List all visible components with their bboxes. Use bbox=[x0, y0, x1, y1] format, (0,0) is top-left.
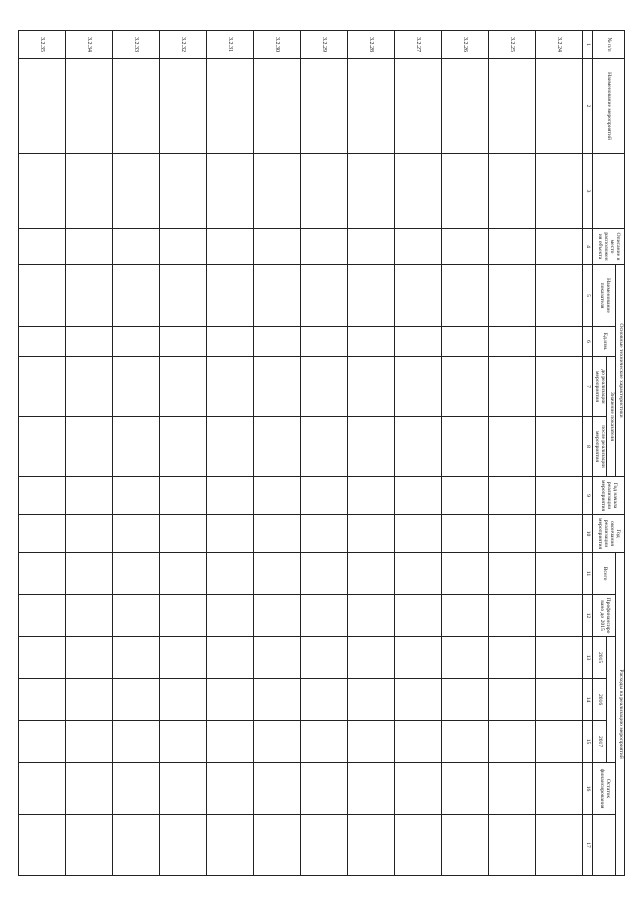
row-incl bbox=[18, 815, 65, 876]
row-total bbox=[488, 553, 535, 595]
row-end-year bbox=[159, 515, 206, 553]
row-incl bbox=[65, 815, 112, 876]
table-row bbox=[159, 31, 206, 876]
row-goal bbox=[159, 154, 206, 229]
row-number: 3.2.24 bbox=[535, 31, 582, 59]
row-goal bbox=[488, 154, 535, 229]
header-unit: Ед.изм. bbox=[592, 327, 616, 357]
row-tech-name bbox=[159, 265, 206, 327]
column-number: 3 bbox=[582, 154, 592, 229]
row-end-year bbox=[65, 515, 112, 553]
row-end-year bbox=[18, 515, 65, 553]
row-after-value bbox=[159, 417, 206, 477]
row-2017 bbox=[18, 721, 65, 763]
row-object bbox=[441, 229, 488, 265]
row-2016 bbox=[159, 679, 206, 721]
header-remaining: Остаток финансирования bbox=[592, 763, 616, 815]
row-object bbox=[300, 229, 347, 265]
row-tech-name bbox=[112, 265, 159, 327]
row-start-year bbox=[18, 477, 65, 515]
row-number: 3.2.30 bbox=[253, 31, 300, 59]
row-object bbox=[65, 229, 112, 265]
row-remaining bbox=[347, 763, 394, 815]
row-after-value bbox=[441, 417, 488, 477]
column-number: 7 bbox=[582, 357, 592, 417]
row-remaining bbox=[300, 763, 347, 815]
row-2015 bbox=[441, 637, 488, 679]
row-after-value bbox=[65, 417, 112, 477]
row-goal bbox=[253, 154, 300, 229]
row-2016 bbox=[18, 679, 65, 721]
row-number: 3.2.31 bbox=[206, 31, 253, 59]
table-row bbox=[112, 31, 159, 876]
row-tech-name bbox=[300, 265, 347, 327]
row-tech-name bbox=[206, 265, 253, 327]
row-incl bbox=[300, 815, 347, 876]
row-after-value bbox=[300, 417, 347, 477]
row-total bbox=[347, 553, 394, 595]
row-2016 bbox=[253, 679, 300, 721]
row-financed bbox=[65, 595, 112, 637]
column-number-row bbox=[582, 31, 592, 876]
row-before-value bbox=[394, 357, 441, 417]
row-start-year bbox=[394, 477, 441, 515]
header-incl bbox=[592, 815, 616, 876]
row-incl bbox=[394, 815, 441, 876]
row-object bbox=[18, 229, 65, 265]
row-start-year bbox=[488, 477, 535, 515]
row-unit bbox=[159, 327, 206, 357]
row-total bbox=[300, 553, 347, 595]
row-name bbox=[112, 59, 159, 154]
row-incl bbox=[253, 815, 300, 876]
row-total bbox=[394, 553, 441, 595]
row-before-value bbox=[300, 357, 347, 417]
table-row bbox=[441, 31, 488, 876]
column-number: 12 bbox=[582, 595, 592, 637]
row-unit bbox=[206, 327, 253, 357]
header-total: Всего bbox=[592, 553, 616, 595]
column-number: 4 bbox=[582, 229, 592, 265]
row-financed bbox=[441, 595, 488, 637]
row-remaining bbox=[394, 763, 441, 815]
row-name bbox=[65, 59, 112, 154]
row-2016 bbox=[347, 679, 394, 721]
row-remaining bbox=[253, 763, 300, 815]
row-object bbox=[253, 229, 300, 265]
row-2015 bbox=[394, 637, 441, 679]
row-start-year bbox=[441, 477, 488, 515]
row-before-value bbox=[206, 357, 253, 417]
column-number: 10 bbox=[582, 515, 592, 553]
row-incl bbox=[347, 815, 394, 876]
row-object bbox=[488, 229, 535, 265]
row-financed bbox=[18, 595, 65, 637]
row-financed bbox=[535, 595, 582, 637]
row-tech-name bbox=[253, 265, 300, 327]
row-number: 3.2.27 bbox=[394, 31, 441, 59]
row-number: 3.2.28 bbox=[347, 31, 394, 59]
row-incl bbox=[206, 815, 253, 876]
row-unit bbox=[300, 327, 347, 357]
row-incl bbox=[441, 815, 488, 876]
row-financed bbox=[488, 595, 535, 637]
header-incl-years bbox=[607, 637, 616, 763]
row-name bbox=[535, 59, 582, 154]
row-financed bbox=[112, 595, 159, 637]
row-remaining bbox=[441, 763, 488, 815]
row-start-year bbox=[206, 477, 253, 515]
row-2016 bbox=[65, 679, 112, 721]
row-total bbox=[159, 553, 206, 595]
row-2015 bbox=[253, 637, 300, 679]
row-2015 bbox=[206, 637, 253, 679]
row-unit bbox=[488, 327, 535, 357]
header-name: Наименование мероприятий bbox=[592, 59, 624, 154]
row-2015 bbox=[535, 637, 582, 679]
row-unit bbox=[347, 327, 394, 357]
row-incl bbox=[159, 815, 206, 876]
row-name bbox=[206, 59, 253, 154]
column-number: 11 bbox=[582, 553, 592, 595]
row-after-value bbox=[206, 417, 253, 477]
row-financed bbox=[206, 595, 253, 637]
row-goal bbox=[206, 154, 253, 229]
header-after: после реализации мероприятия bbox=[592, 417, 607, 477]
row-after-value bbox=[347, 417, 394, 477]
row-2015 bbox=[159, 637, 206, 679]
row-tech-name bbox=[441, 265, 488, 327]
row-start-year bbox=[112, 477, 159, 515]
row-tech-name bbox=[488, 265, 535, 327]
row-end-year bbox=[535, 515, 582, 553]
column-number: 1 bbox=[582, 31, 592, 59]
row-number: 3.2.29 bbox=[300, 31, 347, 59]
column-number: 2 bbox=[582, 59, 592, 154]
row-financed bbox=[253, 595, 300, 637]
row-end-year bbox=[347, 515, 394, 553]
table-row bbox=[347, 31, 394, 876]
row-start-year bbox=[535, 477, 582, 515]
row-2017 bbox=[347, 721, 394, 763]
header-tech-name: Наименование показателя bbox=[592, 265, 616, 327]
row-before-value bbox=[535, 357, 582, 417]
row-before-value bbox=[441, 357, 488, 417]
table-row bbox=[65, 31, 112, 876]
row-total bbox=[253, 553, 300, 595]
row-number: 3.2.33 bbox=[112, 31, 159, 59]
column-number: 15 bbox=[582, 721, 592, 763]
row-name bbox=[300, 59, 347, 154]
row-name bbox=[441, 59, 488, 154]
row-total bbox=[18, 553, 65, 595]
row-2016 bbox=[535, 679, 582, 721]
column-number: 17 bbox=[582, 815, 592, 876]
row-2017 bbox=[159, 721, 206, 763]
column-number: 5 bbox=[582, 265, 592, 327]
row-before-value bbox=[159, 357, 206, 417]
rotated-table-region bbox=[35, 30, 625, 875]
row-2015 bbox=[112, 637, 159, 679]
row-financed bbox=[394, 595, 441, 637]
row-2016 bbox=[112, 679, 159, 721]
row-end-year bbox=[206, 515, 253, 553]
row-2016 bbox=[488, 679, 535, 721]
row-total bbox=[535, 553, 582, 595]
row-after-value bbox=[394, 417, 441, 477]
row-name bbox=[18, 59, 65, 154]
row-goal bbox=[300, 154, 347, 229]
row-object bbox=[535, 229, 582, 265]
header-costs-group: Расходы на реализацию мероприятий bbox=[616, 553, 625, 876]
row-remaining bbox=[206, 763, 253, 815]
row-2017 bbox=[112, 721, 159, 763]
row-number: 3.2.25 bbox=[488, 31, 535, 59]
row-total bbox=[441, 553, 488, 595]
column-number: 14 bbox=[582, 679, 592, 721]
header-end-year: Год окончания реализации мероприятия bbox=[592, 515, 624, 553]
row-tech-name bbox=[18, 265, 65, 327]
row-2016 bbox=[206, 679, 253, 721]
header-2015: 2015 bbox=[592, 637, 607, 679]
row-end-year bbox=[112, 515, 159, 553]
row-number: 3.2.35 bbox=[18, 31, 65, 59]
row-2015 bbox=[488, 637, 535, 679]
row-2015 bbox=[300, 637, 347, 679]
row-unit bbox=[441, 327, 488, 357]
header-object: Описание и место расположения объекта bbox=[592, 229, 624, 265]
row-2017 bbox=[441, 721, 488, 763]
row-goal bbox=[18, 154, 65, 229]
row-2017 bbox=[488, 721, 535, 763]
row-incl bbox=[535, 815, 582, 876]
header-no: № п/п bbox=[592, 31, 624, 59]
header-financed: Профинансировано до 2015 bbox=[592, 595, 616, 637]
row-end-year bbox=[488, 515, 535, 553]
column-number: 13 bbox=[582, 637, 592, 679]
row-remaining bbox=[18, 763, 65, 815]
row-number: 3.2.26 bbox=[441, 31, 488, 59]
row-start-year bbox=[159, 477, 206, 515]
row-2017 bbox=[253, 721, 300, 763]
row-incl bbox=[488, 815, 535, 876]
row-start-year bbox=[253, 477, 300, 515]
row-after-value bbox=[112, 417, 159, 477]
row-2015 bbox=[18, 637, 65, 679]
row-after-value bbox=[535, 417, 582, 477]
row-tech-name bbox=[347, 265, 394, 327]
row-tech-name bbox=[65, 265, 112, 327]
header-before: до реализации мероприятия bbox=[592, 357, 607, 417]
row-goal bbox=[441, 154, 488, 229]
table-row bbox=[18, 31, 65, 876]
row-financed bbox=[159, 595, 206, 637]
row-end-year bbox=[300, 515, 347, 553]
row-unit bbox=[535, 327, 582, 357]
table-row bbox=[394, 31, 441, 876]
row-total bbox=[206, 553, 253, 595]
row-object bbox=[159, 229, 206, 265]
row-after-value bbox=[18, 417, 65, 477]
row-object bbox=[394, 229, 441, 265]
column-number: 6 bbox=[582, 327, 592, 357]
row-before-value bbox=[18, 357, 65, 417]
row-unit bbox=[253, 327, 300, 357]
row-unit bbox=[112, 327, 159, 357]
row-2016 bbox=[441, 679, 488, 721]
row-object bbox=[347, 229, 394, 265]
row-number: 3.2.32 bbox=[159, 31, 206, 59]
row-after-value bbox=[253, 417, 300, 477]
row-remaining bbox=[65, 763, 112, 815]
row-unit bbox=[65, 327, 112, 357]
row-goal bbox=[394, 154, 441, 229]
row-2016 bbox=[300, 679, 347, 721]
row-number: 3.2.34 bbox=[65, 31, 112, 59]
row-total bbox=[112, 553, 159, 595]
row-goal bbox=[65, 154, 112, 229]
row-tech-name bbox=[535, 265, 582, 327]
row-end-year bbox=[394, 515, 441, 553]
row-before-value bbox=[488, 357, 535, 417]
table-row bbox=[535, 31, 582, 876]
table-row bbox=[253, 31, 300, 876]
row-before-value bbox=[112, 357, 159, 417]
row-name bbox=[488, 59, 535, 154]
row-2017 bbox=[65, 721, 112, 763]
row-unit bbox=[394, 327, 441, 357]
table-body bbox=[18, 31, 582, 876]
row-unit bbox=[18, 327, 65, 357]
row-before-value bbox=[253, 357, 300, 417]
row-goal bbox=[347, 154, 394, 229]
investment-program-table bbox=[18, 30, 625, 876]
row-financed bbox=[347, 595, 394, 637]
row-financed bbox=[300, 595, 347, 637]
row-end-year bbox=[441, 515, 488, 553]
header-values-group: Значение показателя bbox=[607, 357, 616, 477]
header-2016: 2016 bbox=[592, 679, 607, 721]
header-tech-group: Основные технические характеристики bbox=[616, 265, 625, 477]
row-remaining bbox=[488, 763, 535, 815]
row-remaining bbox=[112, 763, 159, 815]
row-total bbox=[65, 553, 112, 595]
row-end-year bbox=[253, 515, 300, 553]
row-remaining bbox=[159, 763, 206, 815]
row-name bbox=[253, 59, 300, 154]
table-row bbox=[300, 31, 347, 876]
row-remaining bbox=[535, 763, 582, 815]
row-object bbox=[112, 229, 159, 265]
row-object bbox=[206, 229, 253, 265]
column-number: 9 bbox=[582, 477, 592, 515]
row-2015 bbox=[347, 637, 394, 679]
header-start-year: Год начала реализации мероприятия bbox=[592, 477, 624, 515]
row-tech-name bbox=[394, 265, 441, 327]
row-2017 bbox=[300, 721, 347, 763]
table-row bbox=[488, 31, 535, 876]
row-goal bbox=[535, 154, 582, 229]
row-start-year bbox=[300, 477, 347, 515]
column-number: 16 bbox=[582, 763, 592, 815]
row-goal bbox=[112, 154, 159, 229]
row-name bbox=[159, 59, 206, 154]
row-2017 bbox=[206, 721, 253, 763]
row-2015 bbox=[65, 637, 112, 679]
table-row bbox=[206, 31, 253, 876]
row-before-value bbox=[65, 357, 112, 417]
row-incl bbox=[112, 815, 159, 876]
row-name bbox=[394, 59, 441, 154]
row-2017 bbox=[535, 721, 582, 763]
row-2016 bbox=[394, 679, 441, 721]
header-2017: 2017 bbox=[592, 721, 607, 763]
row-2017 bbox=[394, 721, 441, 763]
row-start-year bbox=[65, 477, 112, 515]
column-number: 8 bbox=[582, 417, 592, 477]
row-start-year bbox=[347, 477, 394, 515]
row-before-value bbox=[347, 357, 394, 417]
header-goal bbox=[592, 154, 624, 229]
row-name bbox=[347, 59, 394, 154]
row-after-value bbox=[488, 417, 535, 477]
